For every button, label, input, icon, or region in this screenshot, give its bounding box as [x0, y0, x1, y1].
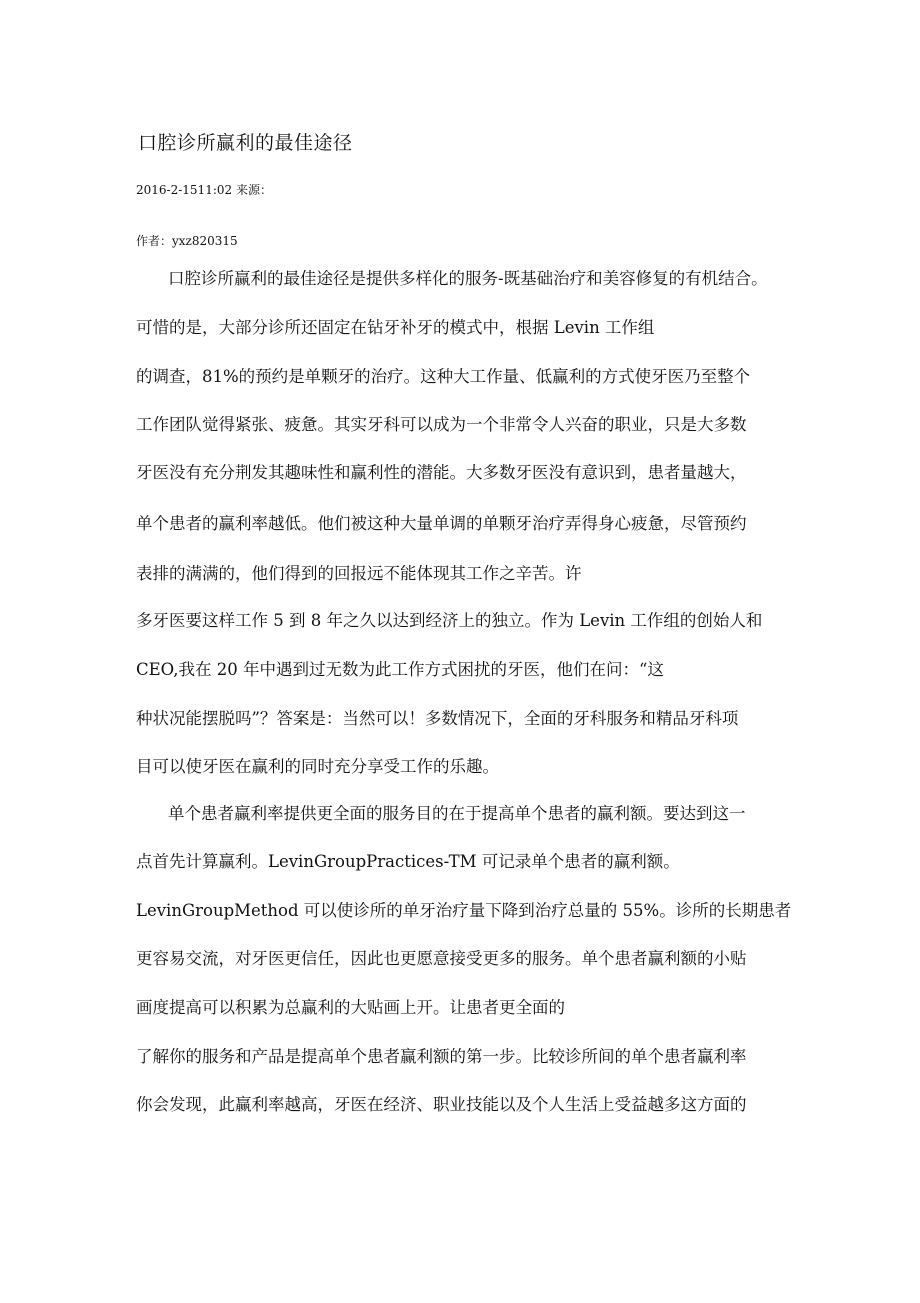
body-line: 你会发现，此赢利率越高，牙医在经济、职业技能以及个人生活上受益越多这方面的	[136, 1095, 747, 1114]
body-line: 画度提高可以积累为总赢利的大贴画上开。让患者更全面的	[136, 998, 565, 1017]
body-line: 口腔诊所赢利的最佳途径是提供多样化的服务-既基础治疗和美容修复的有机结合。	[168, 269, 768, 288]
article-title: 口腔诊所赢利的最佳途径	[138, 132, 353, 154]
body-line: 单个患者的赢利率越低。他们被这种大量单调的单颗牙治疗弄得身心疲惫，尽管预约	[136, 514, 747, 533]
body-line: 点首先计算赢利。LevinGroupPractices-TM 可记录单个患者的赢利额。	[136, 852, 680, 871]
body-line: CEO,我在 20 年中遇到过无数为此工作方式困扰的牙医，他们在问：“这	[136, 660, 664, 679]
body-line: 目可以使牙医在赢利的同时充分享受工作的乐趣。	[136, 757, 499, 776]
body-line: 了解你的服务和产品是提高单个患者赢利额的第一步。比较诊所间的单个患者赢利率	[136, 1047, 747, 1066]
body-line: 单个患者赢利率提供更全面的服务目的在于提高单个患者的赢利额。要达到这一	[168, 804, 746, 823]
body-line: 多牙医要这样工作 5 到 8 年之久以达到经济上的独立。作为 Levin 工作组的创始人和	[136, 611, 763, 630]
body-line: 种状况能摆脱吗”？答案是：当然可以！多数情况下，全面的牙科服务和精品牙科项	[136, 709, 739, 728]
body-line: 工作团队觉得紧张、疲惫。其实牙科可以成为一个非常令人兴奋的职业，只是大多数	[136, 415, 747, 434]
body-line: 更容易交流，对牙医更信任，因此也更愿意接受更多的服务。单个患者赢利额的小贴	[136, 949, 747, 968]
body-line: 表排的满满的，他们得到的回报远不能体现其工作之辛苦。许	[136, 564, 582, 583]
article-author: 作者：yxz820315	[136, 234, 238, 248]
body-line: 可惜的是，大部分诊所还固定在钻牙补牙的模式中，根据 Levin 工作组	[136, 318, 655, 337]
body-line: 牙医没有充分荆发其趣味性和赢利性的潜能。大多数牙医没有意识到，患者量越大，	[136, 463, 747, 482]
body-line: LevinGroupMethod 可以使诊所的单牙治疗量下降到治疗总量的 55%。诊所的长期患者	[136, 901, 792, 920]
body-line: 的调查，81%的预约是单颗牙的治疗。这种大工作量、低赢利的方式使牙医乃至整个	[136, 367, 751, 386]
article-date-source: 2016-2-1511:02 来源：	[136, 183, 272, 197]
